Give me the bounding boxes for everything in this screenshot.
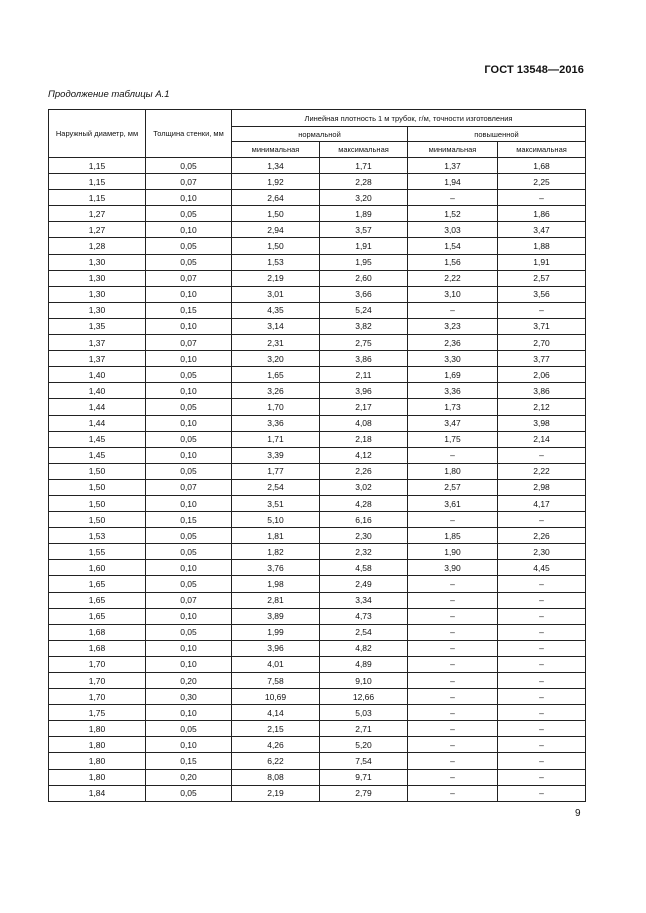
- cell-wall-thickness: 0,05: [146, 158, 232, 174]
- cell-increased-min: –: [408, 785, 498, 801]
- cell-outer-diameter: 1,35: [49, 318, 146, 334]
- cell-increased-min: –: [408, 673, 498, 689]
- cell-normal-min: 4,35: [232, 302, 320, 318]
- cell-normal-min: 4,14: [232, 705, 320, 721]
- cell-normal-max: 2,49: [320, 576, 408, 592]
- cell-normal-min: 4,01: [232, 656, 320, 672]
- cell-normal-min: 1,34: [232, 158, 320, 174]
- cell-outer-diameter: 1,80: [49, 769, 146, 785]
- cell-wall-thickness: 0,10: [146, 447, 232, 463]
- cell-normal-max: 3,02: [320, 479, 408, 495]
- cell-increased-max: 2,12: [498, 399, 586, 415]
- cell-increased-max: 3,56: [498, 286, 586, 302]
- cell-outer-diameter: 1,30: [49, 254, 146, 270]
- cell-normal-max: 4,89: [320, 656, 408, 672]
- cell-outer-diameter: 1,27: [49, 206, 146, 222]
- header-normal-max: максимальная: [320, 142, 408, 158]
- cell-outer-diameter: 1,50: [49, 512, 146, 528]
- cell-outer-diameter: 1,70: [49, 656, 146, 672]
- cell-outer-diameter: 1,15: [49, 190, 146, 206]
- cell-increased-min: –: [408, 624, 498, 640]
- cell-outer-diameter: 1,15: [49, 158, 146, 174]
- cell-normal-max: 3,66: [320, 286, 408, 302]
- table-row: [49, 190, 586, 206]
- table-row: [49, 254, 586, 270]
- cell-outer-diameter: 1,40: [49, 383, 146, 399]
- cell-wall-thickness: 0,10: [146, 560, 232, 576]
- table-row: [49, 270, 586, 286]
- table-row: [49, 624, 586, 640]
- cell-wall-thickness: 0,10: [146, 737, 232, 753]
- cell-increased-min: –: [408, 190, 498, 206]
- cell-wall-thickness: 0,20: [146, 673, 232, 689]
- cell-normal-max: 2,28: [320, 174, 408, 190]
- cell-wall-thickness: 0,10: [146, 656, 232, 672]
- cell-outer-diameter: 1,50: [49, 495, 146, 511]
- cell-wall-thickness: 0,05: [146, 399, 232, 415]
- cell-increased-min: –: [408, 302, 498, 318]
- cell-wall-thickness: 0,10: [146, 286, 232, 302]
- table-row: [49, 206, 586, 222]
- cell-normal-max: 4,73: [320, 608, 408, 624]
- cell-increased-max: –: [498, 721, 586, 737]
- cell-outer-diameter: 1,44: [49, 399, 146, 415]
- cell-outer-diameter: 1,84: [49, 785, 146, 801]
- cell-outer-diameter: 1,44: [49, 415, 146, 431]
- cell-increased-max: 2,57: [498, 270, 586, 286]
- cell-increased-min: 3,03: [408, 222, 498, 238]
- cell-normal-min: 7,58: [232, 673, 320, 689]
- table-row: [49, 592, 586, 608]
- cell-outer-diameter: 1,65: [49, 608, 146, 624]
- cell-outer-diameter: 1,68: [49, 640, 146, 656]
- cell-normal-max: 1,71: [320, 158, 408, 174]
- header-linear-density: Линейная плотность 1 м трубок, г/м, точности изготовления: [232, 110, 586, 127]
- table-row: [49, 351, 586, 367]
- table-row: [49, 174, 586, 190]
- cell-normal-max: 5,03: [320, 705, 408, 721]
- cell-increased-max: –: [498, 447, 586, 463]
- cell-increased-max: 2,98: [498, 479, 586, 495]
- cell-wall-thickness: 0,10: [146, 222, 232, 238]
- cell-outer-diameter: 1,65: [49, 576, 146, 592]
- cell-normal-max: 2,79: [320, 785, 408, 801]
- cell-normal-max: 2,54: [320, 624, 408, 640]
- cell-wall-thickness: 0,10: [146, 318, 232, 334]
- cell-normal-max: 7,54: [320, 753, 408, 769]
- cell-normal-max: 2,18: [320, 431, 408, 447]
- cell-increased-max: 2,14: [498, 431, 586, 447]
- cell-increased-min: 3,36: [408, 383, 498, 399]
- cell-normal-max: 3,96: [320, 383, 408, 399]
- cell-normal-min: 1,71: [232, 431, 320, 447]
- cell-outer-diameter: 1,60: [49, 560, 146, 576]
- table-row: [49, 576, 586, 592]
- cell-wall-thickness: 0,10: [146, 415, 232, 431]
- cell-increased-max: 1,91: [498, 254, 586, 270]
- cell-increased-max: 1,88: [498, 238, 586, 254]
- cell-wall-thickness: 0,05: [146, 238, 232, 254]
- cell-increased-min: 3,47: [408, 415, 498, 431]
- table-row: [49, 447, 586, 463]
- cell-normal-min: 3,76: [232, 560, 320, 576]
- cell-normal-min: 1,81: [232, 528, 320, 544]
- cell-outer-diameter: 1,65: [49, 592, 146, 608]
- cell-increased-min: –: [408, 769, 498, 785]
- cell-increased-min: –: [408, 576, 498, 592]
- cell-increased-min: –: [408, 592, 498, 608]
- cell-increased-min: 3,30: [408, 351, 498, 367]
- cell-normal-min: 2,54: [232, 479, 320, 495]
- cell-increased-max: –: [498, 705, 586, 721]
- cell-increased-max: 2,30: [498, 544, 586, 560]
- cell-increased-min: 1,90: [408, 544, 498, 560]
- cell-increased-max: –: [498, 576, 586, 592]
- table-row: [49, 640, 586, 656]
- cell-normal-max: 2,71: [320, 721, 408, 737]
- table-row: [49, 463, 586, 479]
- table-row: [49, 785, 586, 801]
- table-row: [49, 479, 586, 495]
- cell-wall-thickness: 0,05: [146, 254, 232, 270]
- cell-increased-min: 1,54: [408, 238, 498, 254]
- cell-increased-min: 2,22: [408, 270, 498, 286]
- cell-normal-max: 9,71: [320, 769, 408, 785]
- density-table: [48, 109, 586, 802]
- cell-normal-max: 4,58: [320, 560, 408, 576]
- cell-increased-max: 2,06: [498, 367, 586, 383]
- table-row: [49, 302, 586, 318]
- cell-increased-min: –: [408, 689, 498, 705]
- cell-increased-max: –: [498, 673, 586, 689]
- cell-increased-min: –: [408, 608, 498, 624]
- cell-increased-max: 2,70: [498, 335, 586, 351]
- cell-increased-max: –: [498, 608, 586, 624]
- table-caption: Продолжение таблицы А.1: [48, 89, 170, 100]
- table-row: [49, 528, 586, 544]
- cell-wall-thickness: 0,10: [146, 383, 232, 399]
- cell-normal-min: 4,26: [232, 737, 320, 753]
- cell-normal-min: 1,65: [232, 367, 320, 383]
- cell-outer-diameter: 1,53: [49, 528, 146, 544]
- cell-increased-max: 3,71: [498, 318, 586, 334]
- cell-outer-diameter: 1,27: [49, 222, 146, 238]
- header-increased-max: максимальная: [498, 142, 586, 158]
- table-row: [49, 673, 586, 689]
- cell-wall-thickness: 0,10: [146, 351, 232, 367]
- cell-outer-diameter: 1,45: [49, 431, 146, 447]
- cell-increased-min: 1,56: [408, 254, 498, 270]
- cell-normal-max: 2,75: [320, 335, 408, 351]
- cell-normal-max: 3,20: [320, 190, 408, 206]
- cell-outer-diameter: 1,55: [49, 544, 146, 560]
- cell-increased-max: –: [498, 753, 586, 769]
- cell-outer-diameter: 1,15: [49, 174, 146, 190]
- cell-increased-min: 1,75: [408, 431, 498, 447]
- cell-wall-thickness: 0,15: [146, 512, 232, 528]
- table-row: [49, 383, 586, 399]
- cell-normal-min: 1,99: [232, 624, 320, 640]
- cell-increased-max: 3,98: [498, 415, 586, 431]
- cell-increased-min: 3,61: [408, 495, 498, 511]
- cell-normal-min: 1,82: [232, 544, 320, 560]
- cell-increased-min: 3,10: [408, 286, 498, 302]
- cell-outer-diameter: 1,37: [49, 351, 146, 367]
- cell-increased-max: –: [498, 190, 586, 206]
- cell-increased-min: 1,85: [408, 528, 498, 544]
- cell-normal-min: 1,92: [232, 174, 320, 190]
- table-row: [49, 238, 586, 254]
- cell-increased-max: –: [498, 689, 586, 705]
- cell-wall-thickness: 0,07: [146, 592, 232, 608]
- table-row: [49, 705, 586, 721]
- cell-normal-min: 3,14: [232, 318, 320, 334]
- cell-normal-max: 2,26: [320, 463, 408, 479]
- cell-increased-max: –: [498, 512, 586, 528]
- cell-increased-min: –: [408, 737, 498, 753]
- cell-increased-max: 2,22: [498, 463, 586, 479]
- cell-increased-min: 1,80: [408, 463, 498, 479]
- table-row: [49, 544, 586, 560]
- table-row: [49, 737, 586, 753]
- cell-outer-diameter: 1,80: [49, 737, 146, 753]
- table-row: [49, 367, 586, 383]
- cell-outer-diameter: 1,45: [49, 447, 146, 463]
- cell-normal-min: 1,50: [232, 238, 320, 254]
- cell-increased-min: –: [408, 447, 498, 463]
- cell-normal-min: 2,81: [232, 592, 320, 608]
- table-row: [49, 753, 586, 769]
- cell-normal-max: 3,34: [320, 592, 408, 608]
- cell-normal-max: 2,17: [320, 399, 408, 415]
- cell-normal-max: 2,11: [320, 367, 408, 383]
- cell-increased-max: –: [498, 656, 586, 672]
- cell-normal-min: 1,70: [232, 399, 320, 415]
- cell-outer-diameter: 1,50: [49, 479, 146, 495]
- cell-increased-max: –: [498, 640, 586, 656]
- cell-wall-thickness: 0,10: [146, 705, 232, 721]
- cell-normal-max: 2,32: [320, 544, 408, 560]
- cell-normal-min: 3,51: [232, 495, 320, 511]
- table-body: [49, 158, 586, 802]
- document-code: ГОСТ 13548—2016: [484, 64, 584, 76]
- cell-increased-max: 3,77: [498, 351, 586, 367]
- cell-normal-min: 2,15: [232, 721, 320, 737]
- cell-wall-thickness: 0,15: [146, 753, 232, 769]
- cell-normal-min: 2,31: [232, 335, 320, 351]
- cell-outer-diameter: 1,28: [49, 238, 146, 254]
- cell-wall-thickness: 0,10: [146, 608, 232, 624]
- table-row: [49, 512, 586, 528]
- table-row: [49, 158, 586, 174]
- cell-outer-diameter: 1,80: [49, 721, 146, 737]
- cell-wall-thickness: 0,10: [146, 640, 232, 656]
- cell-wall-thickness: 0,30: [146, 689, 232, 705]
- cell-wall-thickness: 0,05: [146, 206, 232, 222]
- table-row: [49, 415, 586, 431]
- cell-normal-max: 4,12: [320, 447, 408, 463]
- cell-wall-thickness: 0,07: [146, 335, 232, 351]
- cell-normal-min: 10,69: [232, 689, 320, 705]
- cell-increased-max: –: [498, 302, 586, 318]
- cell-wall-thickness: 0,07: [146, 270, 232, 286]
- cell-normal-min: 3,96: [232, 640, 320, 656]
- cell-outer-diameter: 1,68: [49, 624, 146, 640]
- cell-normal-max: 5,20: [320, 737, 408, 753]
- cell-outer-diameter: 1,37: [49, 335, 146, 351]
- cell-normal-min: 3,36: [232, 415, 320, 431]
- header-wall-thickness: Толщина стенки, мм: [146, 110, 232, 158]
- cell-increased-min: –: [408, 753, 498, 769]
- cell-normal-max: 1,95: [320, 254, 408, 270]
- cell-normal-max: 1,89: [320, 206, 408, 222]
- cell-wall-thickness: 0,05: [146, 785, 232, 801]
- cell-increased-min: –: [408, 512, 498, 528]
- table-row: [49, 769, 586, 785]
- cell-normal-max: 2,60: [320, 270, 408, 286]
- cell-normal-min: 3,89: [232, 608, 320, 624]
- cell-increased-min: 1,69: [408, 367, 498, 383]
- table-row: [49, 399, 586, 415]
- cell-normal-min: 1,53: [232, 254, 320, 270]
- cell-normal-min: 3,26: [232, 383, 320, 399]
- cell-increased-min: –: [408, 656, 498, 672]
- cell-increased-min: 3,23: [408, 318, 498, 334]
- table-row: [49, 286, 586, 302]
- cell-normal-min: 8,08: [232, 769, 320, 785]
- cell-increased-min: 2,36: [408, 335, 498, 351]
- cell-outer-diameter: 1,70: [49, 689, 146, 705]
- cell-increased-max: 1,86: [498, 206, 586, 222]
- cell-normal-max: 2,30: [320, 528, 408, 544]
- table-row: [49, 495, 586, 511]
- cell-normal-min: 1,98: [232, 576, 320, 592]
- cell-normal-min: 2,64: [232, 190, 320, 206]
- cell-wall-thickness: 0,05: [146, 576, 232, 592]
- header-outer-diameter: Наружный диаметр, мм: [49, 110, 146, 158]
- cell-wall-thickness: 0,15: [146, 302, 232, 318]
- cell-increased-max: 2,26: [498, 528, 586, 544]
- cell-outer-diameter: 1,80: [49, 753, 146, 769]
- cell-increased-min: 3,90: [408, 560, 498, 576]
- cell-increased-max: –: [498, 592, 586, 608]
- cell-outer-diameter: 1,40: [49, 367, 146, 383]
- page-number: 9: [575, 808, 581, 819]
- cell-normal-max: 4,28: [320, 495, 408, 511]
- cell-normal-max: 4,82: [320, 640, 408, 656]
- cell-wall-thickness: 0,05: [146, 624, 232, 640]
- cell-outer-diameter: 1,30: [49, 302, 146, 318]
- table-row: [49, 721, 586, 737]
- cell-increased-min: –: [408, 705, 498, 721]
- table-row: [49, 222, 586, 238]
- cell-normal-min: 2,94: [232, 222, 320, 238]
- cell-outer-diameter: 1,50: [49, 463, 146, 479]
- table-row: [49, 689, 586, 705]
- cell-normal-min: 1,77: [232, 463, 320, 479]
- cell-wall-thickness: 0,05: [146, 367, 232, 383]
- cell-wall-thickness: 0,05: [146, 721, 232, 737]
- cell-increased-max: –: [498, 769, 586, 785]
- cell-increased-max: 1,68: [498, 158, 586, 174]
- cell-outer-diameter: 1,30: [49, 270, 146, 286]
- cell-normal-max: 6,16: [320, 512, 408, 528]
- table-row: [49, 318, 586, 334]
- cell-increased-min: 2,57: [408, 479, 498, 495]
- cell-normal-min: 5,10: [232, 512, 320, 528]
- cell-increased-max: –: [498, 785, 586, 801]
- cell-normal-min: 2,19: [232, 785, 320, 801]
- table-header: [49, 110, 586, 158]
- cell-normal-max: 4,08: [320, 415, 408, 431]
- cell-outer-diameter: 1,70: [49, 673, 146, 689]
- table-row: [49, 656, 586, 672]
- cell-normal-max: 1,91: [320, 238, 408, 254]
- cell-increased-min: 1,52: [408, 206, 498, 222]
- header-normal-min: минимальная: [232, 142, 320, 158]
- header-increased-min: минимальная: [408, 142, 498, 158]
- cell-wall-thickness: 0,05: [146, 431, 232, 447]
- cell-wall-thickness: 0,05: [146, 544, 232, 560]
- cell-normal-max: 3,86: [320, 351, 408, 367]
- cell-wall-thickness: 0,05: [146, 528, 232, 544]
- cell-increased-max: 2,25: [498, 174, 586, 190]
- cell-wall-thickness: 0,05: [146, 463, 232, 479]
- cell-normal-min: 6,22: [232, 753, 320, 769]
- cell-normal-min: 3,39: [232, 447, 320, 463]
- cell-increased-max: –: [498, 737, 586, 753]
- cell-increased-min: 1,94: [408, 174, 498, 190]
- cell-normal-max: 3,82: [320, 318, 408, 334]
- cell-normal-max: 3,57: [320, 222, 408, 238]
- cell-normal-max: 9,10: [320, 673, 408, 689]
- cell-normal-max: 5,24: [320, 302, 408, 318]
- table-row: [49, 335, 586, 351]
- cell-increased-max: –: [498, 624, 586, 640]
- cell-increased-max: 3,47: [498, 222, 586, 238]
- cell-wall-thickness: 0,20: [146, 769, 232, 785]
- cell-increased-min: 1,73: [408, 399, 498, 415]
- cell-increased-max: 4,45: [498, 560, 586, 576]
- cell-increased-min: –: [408, 721, 498, 737]
- header-increased-accuracy: повышенной: [408, 127, 586, 142]
- table-row: [49, 431, 586, 447]
- table-row: [49, 560, 586, 576]
- cell-increased-max: 4,17: [498, 495, 586, 511]
- cell-wall-thickness: 0,10: [146, 495, 232, 511]
- cell-wall-thickness: 0,07: [146, 174, 232, 190]
- cell-outer-diameter: 1,30: [49, 286, 146, 302]
- cell-normal-min: 3,01: [232, 286, 320, 302]
- cell-normal-min: 3,20: [232, 351, 320, 367]
- cell-increased-min: –: [408, 640, 498, 656]
- cell-wall-thickness: 0,07: [146, 479, 232, 495]
- cell-normal-min: 2,19: [232, 270, 320, 286]
- cell-outer-diameter: 1,75: [49, 705, 146, 721]
- cell-normal-min: 1,50: [232, 206, 320, 222]
- cell-increased-max: 3,86: [498, 383, 586, 399]
- cell-wall-thickness: 0,10: [146, 190, 232, 206]
- cell-increased-min: 1,37: [408, 158, 498, 174]
- cell-normal-max: 12,66: [320, 689, 408, 705]
- table-row: [49, 608, 586, 624]
- header-normal-accuracy: нормальной: [232, 127, 408, 142]
